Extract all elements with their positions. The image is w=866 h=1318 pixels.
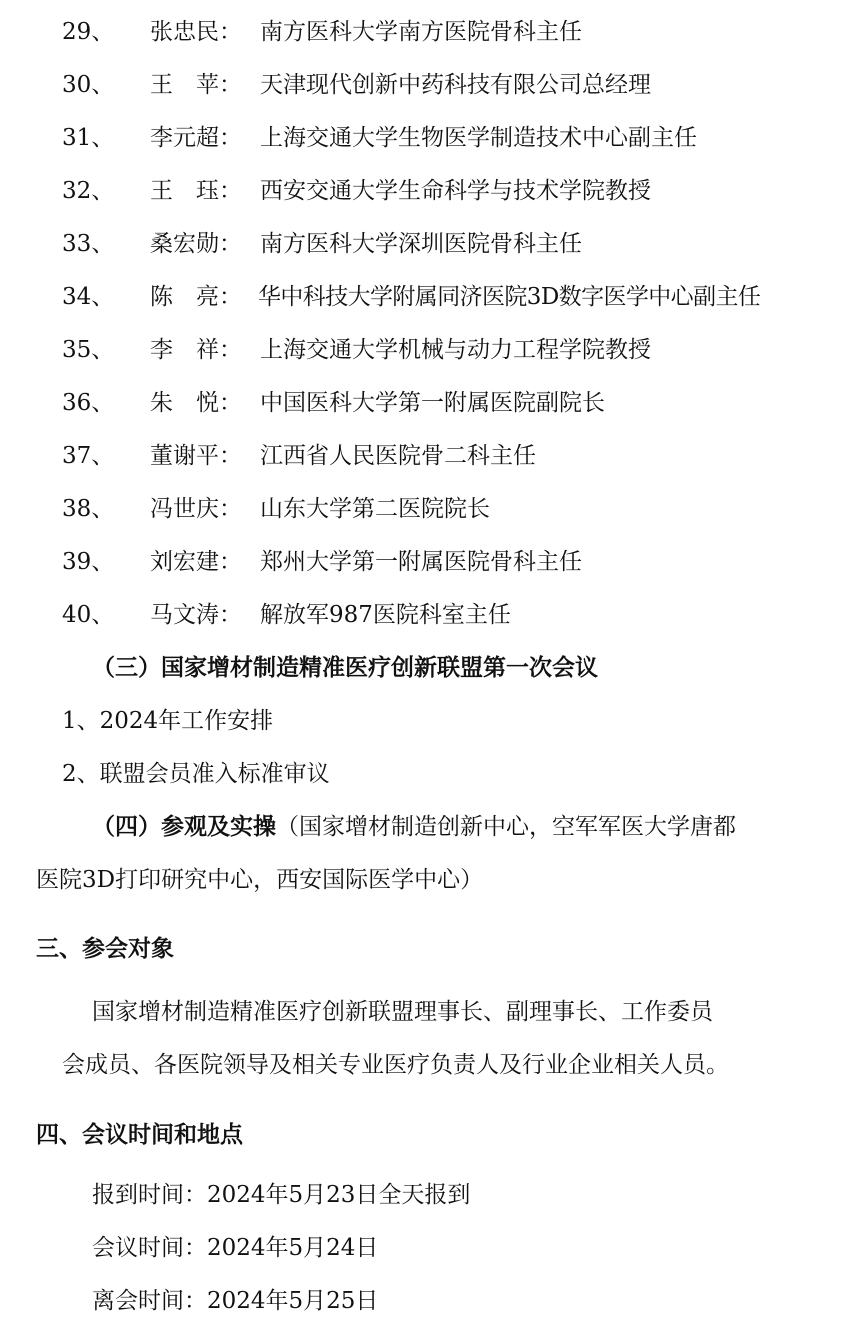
member-title: 南方医科大学南方医院骨科主任 xyxy=(260,19,582,45)
member-number: 35、 xyxy=(62,337,115,363)
time-label: 报到时间： xyxy=(92,1182,207,1208)
member-number: 38、 xyxy=(62,496,115,522)
member-number: 29、 xyxy=(62,19,115,45)
member-name: 桑宏勋： xyxy=(150,231,242,257)
member-number: 40、 xyxy=(62,602,115,628)
member-name: 李元超： xyxy=(150,125,242,151)
time-row-checkin xyxy=(92,1181,470,1209)
time-label: 会议时间： xyxy=(92,1235,207,1261)
member-number: 31、 xyxy=(62,125,115,151)
member-title: 江西省人民医院骨二科主任 xyxy=(260,443,536,469)
member-number: 39、 xyxy=(62,549,115,575)
visit-locations-line1: （国家增材制造创新中心，空军军医大学唐都 xyxy=(276,814,736,840)
member-number: 33、 xyxy=(62,231,115,257)
member-title: 上海交通大学机械与动力工程学院教授 xyxy=(260,337,651,363)
attendees-line2: 会成员、各医院领导及相关专业医疗负责人及行业企业相关人员。 xyxy=(62,1052,729,1078)
agenda-item: 1、2024年工作安排 xyxy=(62,708,274,734)
member-title: 中国医科大学第一附属医院副院长 xyxy=(260,390,605,416)
member-title: 解放军987医院科室主任 xyxy=(260,602,511,628)
agenda-item: 2、联盟会员准入标准审议 xyxy=(62,761,330,787)
time-label: 离会时间： xyxy=(92,1288,207,1314)
member-number: 37、 xyxy=(62,443,115,469)
member-name: 王 苹： xyxy=(150,72,242,98)
time-value: 2024年5月23日全天报到 xyxy=(207,1182,471,1208)
member-title: 上海交通大学生物医学制造技术中心副主任 xyxy=(260,125,697,151)
member-name: 王 珏： xyxy=(150,178,242,204)
member-name: 冯世庆： xyxy=(150,496,242,522)
member-name: 李 祥： xyxy=(150,337,242,363)
member-name: 陈 亮： xyxy=(150,284,242,310)
section-heading-visit: （四）参观及实操 xyxy=(92,814,276,840)
part-heading-time-place: 四、会议时间和地点 xyxy=(36,1122,243,1148)
time-row-departure xyxy=(92,1287,378,1315)
section-visit xyxy=(92,813,736,841)
member-number: 32、 xyxy=(62,178,115,204)
member-title: 华中科技大学附属同济医院3D数字医学中心副主任 xyxy=(258,284,761,310)
member-name: 张忠民： xyxy=(150,19,242,45)
member-title: 郑州大学第一附属医院骨科主任 xyxy=(260,549,582,575)
member-name: 朱 悦： xyxy=(150,390,242,416)
member-title: 南方医科大学深圳医院骨科主任 xyxy=(260,231,582,257)
visit-locations-line2: 医院3D打印研究中心，西安国际医学中心） xyxy=(36,867,484,893)
member-name: 马文涛： xyxy=(150,602,242,628)
member-title: 天津现代创新中药科技有限公司总经理 xyxy=(260,72,651,98)
time-value: 2024年5月24日 xyxy=(207,1235,379,1261)
member-number: 30、 xyxy=(62,72,115,98)
member-title: 山东大学第二医院院长 xyxy=(260,496,490,522)
part-heading-attendees: 三、参会对象 xyxy=(36,936,174,962)
time-row-meeting xyxy=(92,1234,378,1262)
member-title: 西安交通大学生命科学与技术学院教授 xyxy=(260,178,651,204)
time-value: 2024年5月25日 xyxy=(207,1288,379,1314)
member-name: 董谢平： xyxy=(150,443,242,469)
member-number: 34、 xyxy=(62,284,115,310)
section-heading-meeting: （三）国家增材制造精准医疗创新联盟第一次会议 xyxy=(92,655,598,681)
attendees-line1: 国家增材制造精准医疗创新联盟理事长、副理事长、工作委员 xyxy=(92,999,713,1025)
member-name: 刘宏建： xyxy=(150,549,242,575)
member-number: 36、 xyxy=(62,390,115,416)
